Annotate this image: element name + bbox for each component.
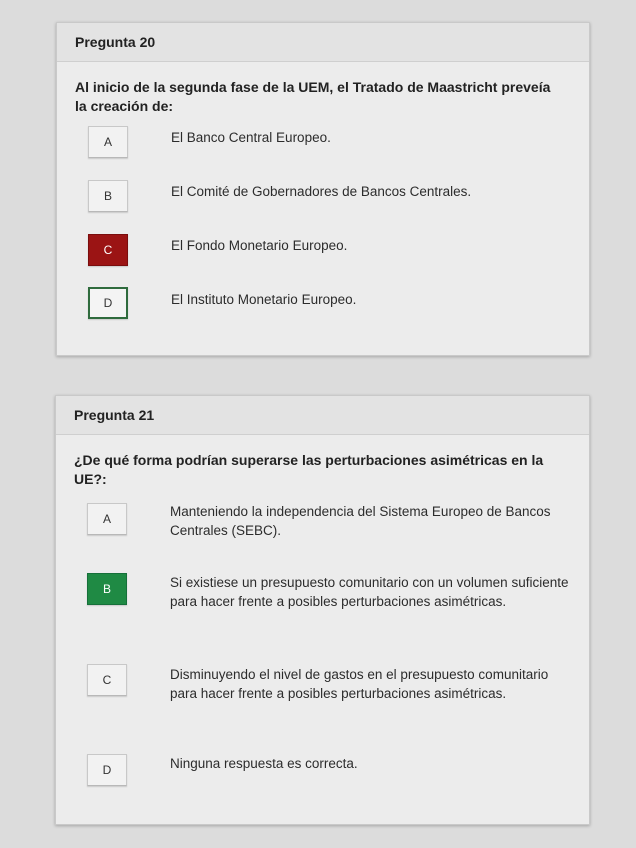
option-d-text: El Instituto Monetario Europeo. <box>171 292 357 307</box>
question-header: Pregunta 21 <box>56 396 589 435</box>
question-card-20 <box>56 22 590 356</box>
question-text: ¿De qué forma podrían superarse las perturbaciones asimétricas en la UE?: <box>74 452 544 487</box>
option-a-text: El Banco Central Europeo. <box>171 130 331 145</box>
option-c-text: El Fondo Monetario Europeo. <box>171 238 348 253</box>
option-b-button[interactable]: B <box>88 180 128 212</box>
option-d-button[interactable]: D <box>87 754 127 786</box>
option-b-text: Si existiese un presupuesto comunitario con un volumen suficiente para hacer frente a posibles perturbaciones asimétricas. <box>170 575 569 609</box>
question-text: Al inicio de la segunda fase de la UEM, el Tratado de Maastricht preveía la creación de: <box>75 79 551 114</box>
option-a-button[interactable]: A <box>87 503 127 535</box>
option-c-button[interactable]: C <box>87 664 127 696</box>
option-b-text: El Comité de Gobernadores de Bancos Centrales. <box>171 184 472 199</box>
option-a-text: Manteniendo la independencia del Sistema Europeo de Bancos Centrales (SEBC). <box>170 504 551 538</box>
option-d-text: Ninguna respuesta es correcta. <box>170 756 358 771</box>
option-a-button[interactable]: A <box>88 126 128 158</box>
question-header: Pregunta 20 <box>57 23 589 62</box>
option-c-text: Disminuyendo el nivel de gastos en el presupuesto comunitario para hacer frente a posibles perturbaciones asimétricas. <box>170 667 549 701</box>
question-card-21 <box>55 395 590 825</box>
option-d-button-correct-answer[interactable]: D <box>88 287 128 319</box>
option-c-button-selected-wrong[interactable]: C <box>88 234 128 266</box>
option-b-button-selected-correct[interactable]: B <box>87 573 127 605</box>
